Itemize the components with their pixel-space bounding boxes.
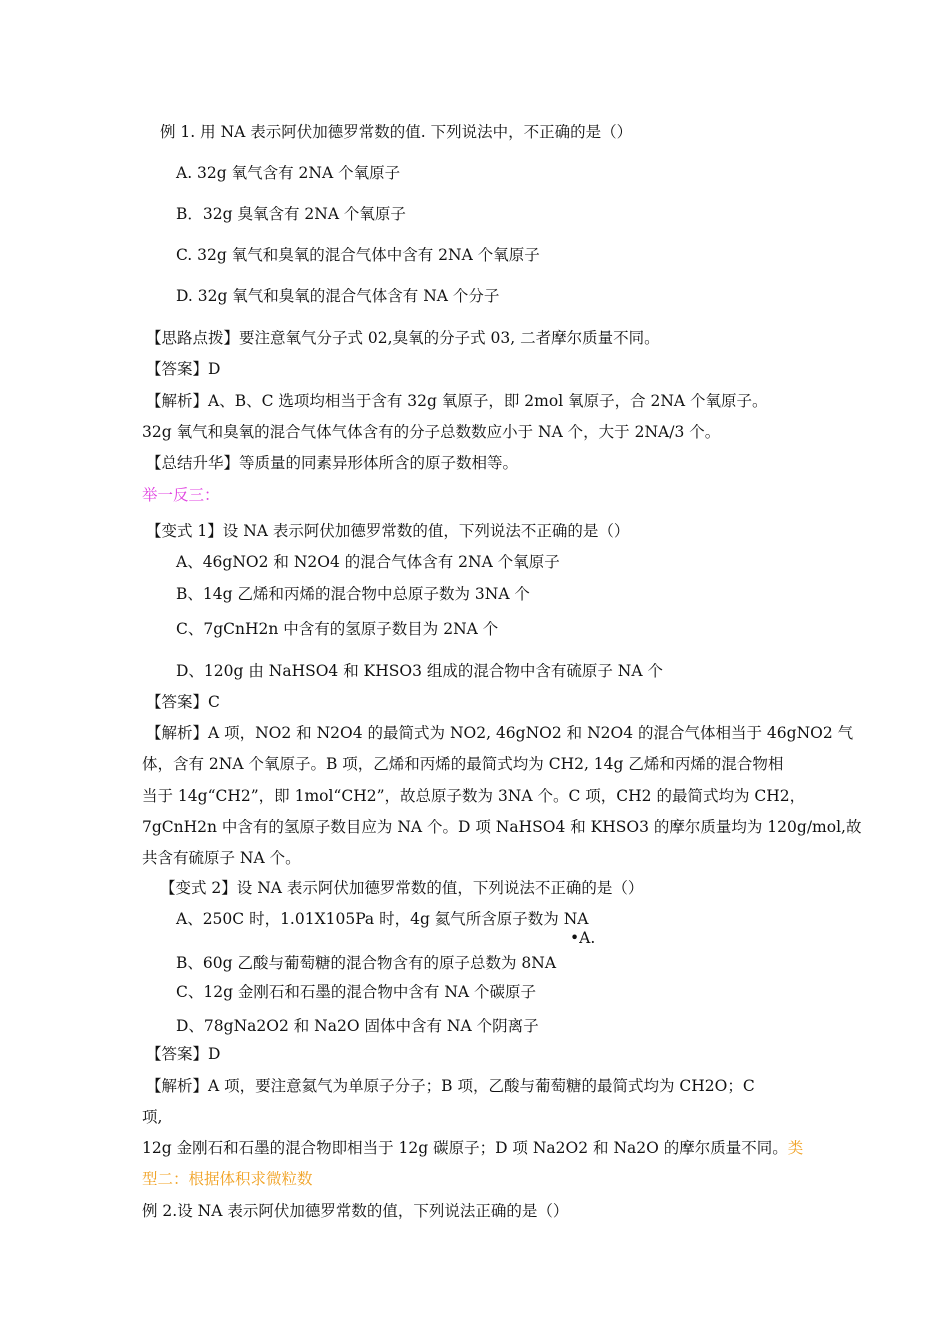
example1-option-a: A. 32g 氧气含有 2NA 个氧原子 [176, 164, 401, 182]
variant1-option-c: C、7gCnH2n 中含有的氢原子数目为 2NA 个 [176, 620, 499, 638]
variant1-option-b: B、14g 乙烯和丙烯的混合物中总原子数为 3NA 个 [176, 585, 530, 603]
variant2-option-a-tail: •A. [570, 929, 596, 947]
example1-question: 例 1. 用 NA 表示阿伏加德罗常数的值. 下列说法中，不正确的是（） [160, 123, 633, 141]
variant2-analysis-line2: 项, [142, 1108, 163, 1126]
example1-option-c: C. 32g 氧气和臭氧的混合气体中含有 2NA 个氧原子 [176, 246, 540, 264]
variant2-option-d: D、78gNa2O2 和 Na2O 固体中含有 NA 个阴离子 [176, 1017, 539, 1035]
variant2-option-b: B、60g 乙酸与葡萄糖的混合物含有的原子总数为 8NA [176, 954, 557, 972]
variant1-option-a: A、46gNO2 和 N2O4 的混合气体含有 2NA 个氧原子 [176, 553, 560, 571]
variant2-option-a: A、250C 时，1.01X105Pa 时，4g 氦气所含原子数为 NA [176, 910, 589, 928]
variant2-analysis-line1: 【解析】A 项，要注意氦气为单原子分子；B 项，乙酸与葡萄糖的最简式均为 CH2O；C [146, 1077, 755, 1095]
variant2-question: 【变式 2】设 NA 表示阿伏加德罗常数的值，下列说法不正确的是（） [160, 879, 644, 897]
variant1-analysis-line5: 共含有硫原子 NA 个。 [142, 849, 301, 867]
variant1-analysis-line3: 当于 14g“CH2”，即 1mol“CH2”，故总原子数为 3NA 个。C 项，CH2 的最简式均为 CH2， [142, 787, 806, 805]
example1-option-b: B．32g 臭氧含有 2NA 个氧原子 [176, 205, 406, 223]
example1-option-d: D. 32g 氧气和臭氧的混合气体含有 NA 个分子 [176, 287, 500, 305]
variant1-analysis-line2: 体，含有 2NA 个氧原子。B 项，乙烯和丙烯的最简式均为 CH2, 14g 乙烯和丙烯的混合物相 [142, 755, 784, 773]
variant1-question: 【变式 1】设 NA 表示阿伏加德罗常数的值，下列说法不正确的是（） [146, 522, 630, 540]
variant1-analysis-line4: 7gCnH2n 中含有的氢原子数目应为 NA 个。D 项 NaHSO4 和 KHSO3 的摩尔质量均为 120g/mol,故 [142, 818, 862, 836]
variant1-analysis-line1: 【解析】A 项，NO2 和 N2O4 的最简式为 NO2, 46gNO2 和 N2O4 的混合气体相当于 46gNO2 气 [146, 724, 854, 742]
example1-hint: 【思路点拨】要注意氧气分子式 02,臭氧的分子式 03, 二者摩尔质量不同。 [146, 329, 660, 347]
variant2-answer: 【答案】D [146, 1045, 221, 1063]
example2-question: 例 2.设 NA 表示阿伏加德罗常数的值，下列说法正确的是（） [142, 1202, 569, 1220]
example1-answer: 【答案】D [146, 360, 221, 378]
example1-analysis-line1: 【解析】A、B、C 选项均相当于含有 32g 氧原子，即 2mol 氧原子，合 2NA 个氧原子。 [146, 392, 768, 410]
example1-analysis-line2: 32g 氧气和臭氧的混合气体气体含有的分子总数数应小于 NA 个，大于 2NA/3 个。 [142, 423, 721, 441]
variant2-analysis-line3-text: 12g 金刚石和石墨的混合物即相当于 12g 碳原子；D 项 Na2O2 和 Na2O 的摩尔质量不同。 [142, 1139, 788, 1157]
variant1-option-d: D、120g 由 NaHSO4 和 KHSO3 组成的混合物中含有硫原子 NA 个 [176, 662, 663, 680]
example1-summary: 【总结升华】等质量的同素异形体所含的原子数相等。 [146, 454, 519, 472]
variant1-answer: 【答案】C [146, 693, 220, 711]
variant2-analysis-line3 [142, 1138, 803, 1158]
variant2-option-c: C、12g 金刚石和石墨的混合物中含有 NA 个碳原子 [176, 983, 537, 1001]
type2-heading-part2: 型二：根据体积求微粒数 [142, 1170, 313, 1188]
section-heading: 举一反三： [142, 486, 220, 504]
type2-heading-part1: 类 [787, 1139, 804, 1157]
